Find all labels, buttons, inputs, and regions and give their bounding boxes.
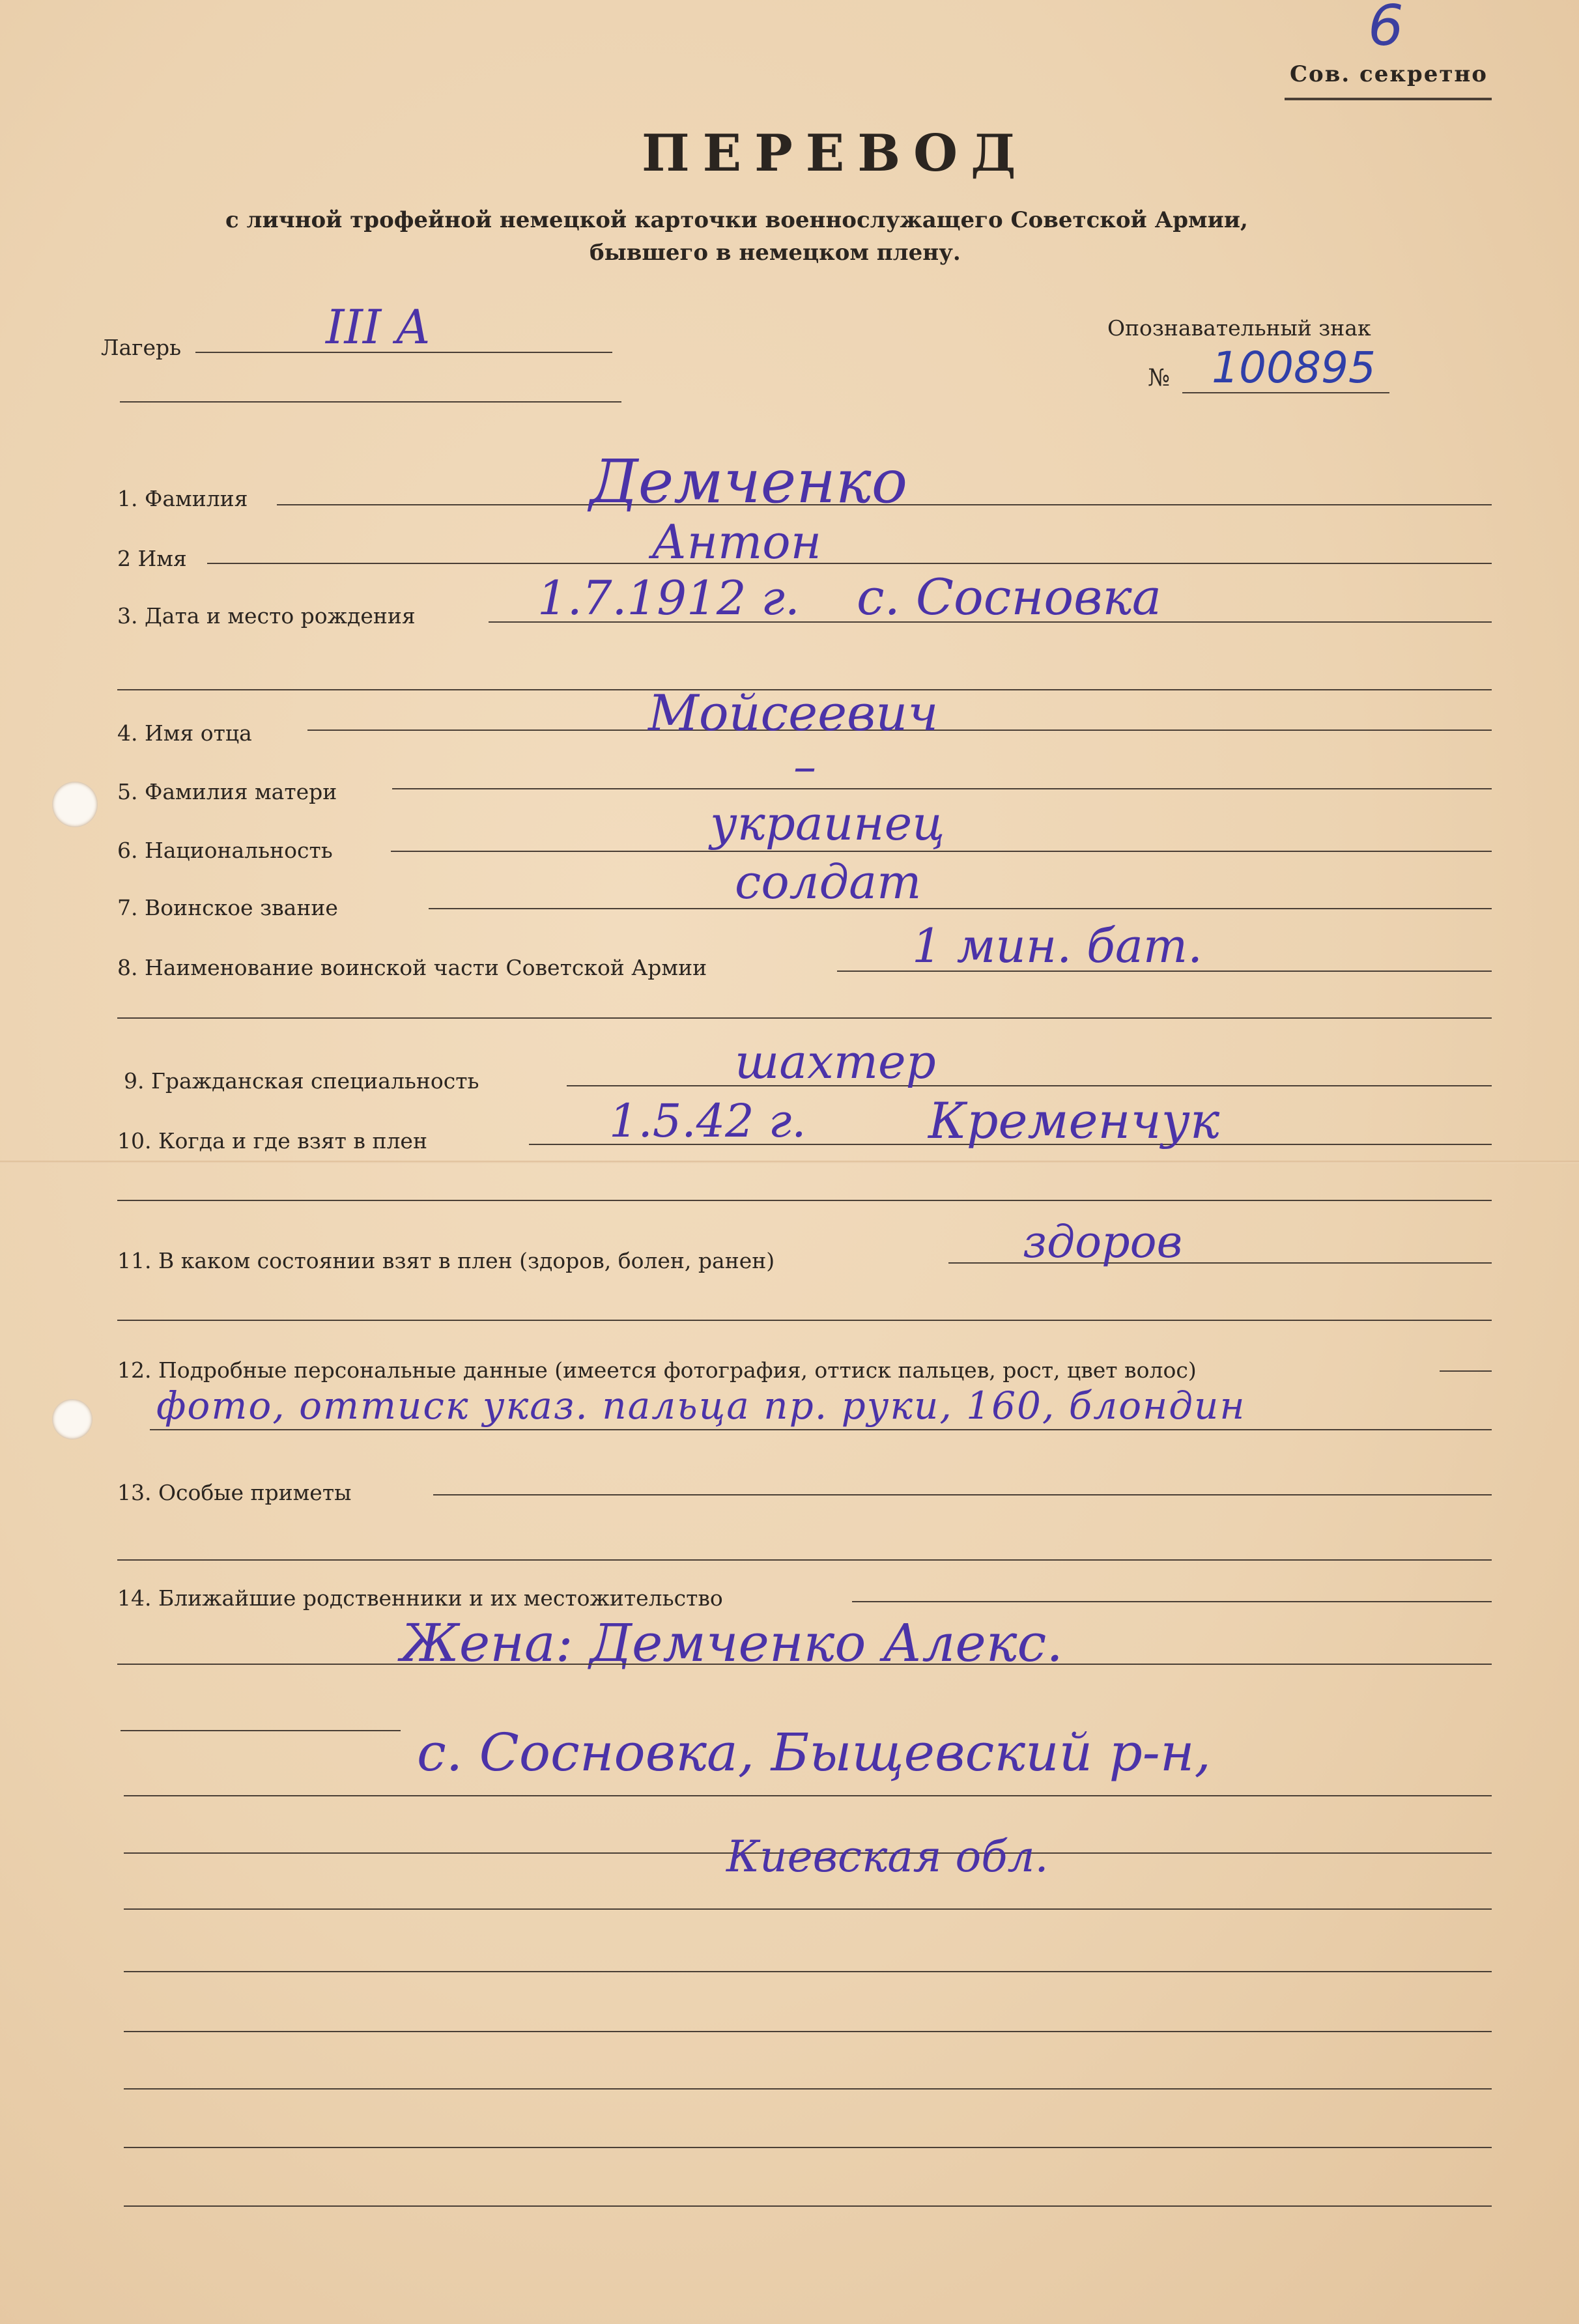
paper-fold	[0, 1161, 1579, 1163]
field-captured-place-value: Кременчук	[928, 1092, 1220, 1150]
document-title: ПЕРЕВОД	[642, 124, 1029, 183]
field-relatives-line-6	[124, 1908, 1492, 1910]
field-unit-label: 8. Наименование воинской части Советской Армии	[117, 955, 707, 980]
punch-hole	[52, 1399, 92, 1439]
field-firstname-line	[207, 563, 1492, 564]
field-nationality-label: 6. Национальность	[117, 838, 333, 863]
id-mark-label: Опознавательный знак	[1107, 315, 1371, 341]
field-relatives-line	[852, 1601, 1492, 1602]
field-personal-value: фото, оттиск указ. пальца пр. руки, 160, блондин	[156, 1383, 1246, 1428]
field-nationality-value: украинец	[710, 796, 945, 851]
id-mark-value: 100895	[1212, 343, 1376, 393]
field-unit-line-2	[117, 1017, 1492, 1019]
document-subtitle-2: бывшего в немецком плену.	[590, 240, 961, 266]
field-condition-label: 11. В каком состоянии взят в плен (здоров, болен, ранен)	[117, 1248, 775, 1273]
field-personal-label: 12. Подробные персональные данные (имеется фотография, оттиск пальцев, рост, цвет волос)	[117, 1357, 1197, 1383]
classification-underline	[1285, 98, 1492, 100]
field-rank-label: 7. Воинское звание	[117, 895, 338, 920]
field-profession-value: шахтер	[735, 1034, 936, 1089]
field-profession-label: 9. Гражданская специальность	[124, 1068, 479, 1094]
field-personal-line	[150, 1429, 1492, 1430]
punch-hole	[52, 782, 98, 827]
field-nationality-line	[391, 851, 1492, 852]
field-rank-line	[429, 908, 1492, 909]
field-marks-line-2	[117, 1559, 1492, 1561]
field-surname-label: 1. Фамилия	[117, 486, 248, 511]
page-number: 6	[1368, 0, 1404, 59]
id-mark-no-label: №	[1148, 365, 1171, 391]
field-rank-value: солдат	[735, 855, 922, 909]
field-captured-date-value: 1.5.42 г.	[609, 1094, 806, 1148]
field-marks-label: 13. Особые приметы	[117, 1480, 352, 1505]
camp-value: III A	[326, 300, 431, 354]
field-firstname-label: 2 Имя	[117, 546, 187, 571]
field-captured-line-2	[117, 1200, 1492, 1201]
field-relatives-line-2	[117, 1664, 1492, 1665]
field-condition-line-2	[117, 1320, 1492, 1321]
camp-line-2	[120, 401, 621, 403]
field-relatives-line-8	[124, 2031, 1492, 2032]
field-relatives-line-11	[124, 2205, 1492, 2207]
field-mother-label: 5. Фамилия матери	[117, 779, 337, 804]
field-birth-label: 3. Дата и место рождения	[117, 603, 416, 629]
field-father-value: Мойсеевич	[648, 684, 939, 742]
classification-stamp: Сов. секретно	[1290, 61, 1488, 87]
field-firstname-value: Антон	[651, 515, 821, 569]
field-relatives-line-7	[124, 1971, 1492, 1972]
field-captured-label: 10. Когда и где взят в плен	[117, 1128, 427, 1154]
field-birth-place-value: с. Сосновка	[857, 568, 1162, 626]
field-relatives-value-1: Жена: Демченко Алекс.	[401, 1613, 1063, 1673]
field-relatives-line-3	[121, 1730, 401, 1731]
field-mother-value: –	[793, 740, 816, 793]
field-birth-date-value: 1.7.1912 г.	[537, 571, 800, 625]
field-condition-value: здоров	[1023, 1217, 1183, 1268]
field-surname-value: Демченко	[590, 447, 908, 517]
field-relatives-value-3: Киевская обл.	[726, 1832, 1049, 1882]
field-relatives-label: 14. Ближайшие родственники и их местожительство	[117, 1585, 723, 1611]
field-relatives-line-4	[124, 1795, 1492, 1796]
field-relatives-line-10	[124, 2147, 1492, 2148]
camp-label: Лагерь	[101, 335, 182, 360]
field-personal-line-end	[1440, 1370, 1492, 1372]
field-marks-line	[433, 1494, 1492, 1495]
field-unit-value: 1 мин. бат.	[912, 918, 1202, 973]
field-profession-line	[567, 1085, 1492, 1086]
field-father-label: 4. Имя отца	[117, 720, 252, 746]
field-relatives-line-9	[124, 2088, 1492, 2090]
field-relatives-value-2: с. Сосновка, Быщевский р-н,	[417, 1722, 1211, 1783]
document-subtitle-1: с личной трофейной немецкой карточки военнослужащего Советской Армии,	[225, 207, 1248, 233]
field-mother-line	[392, 788, 1492, 789]
